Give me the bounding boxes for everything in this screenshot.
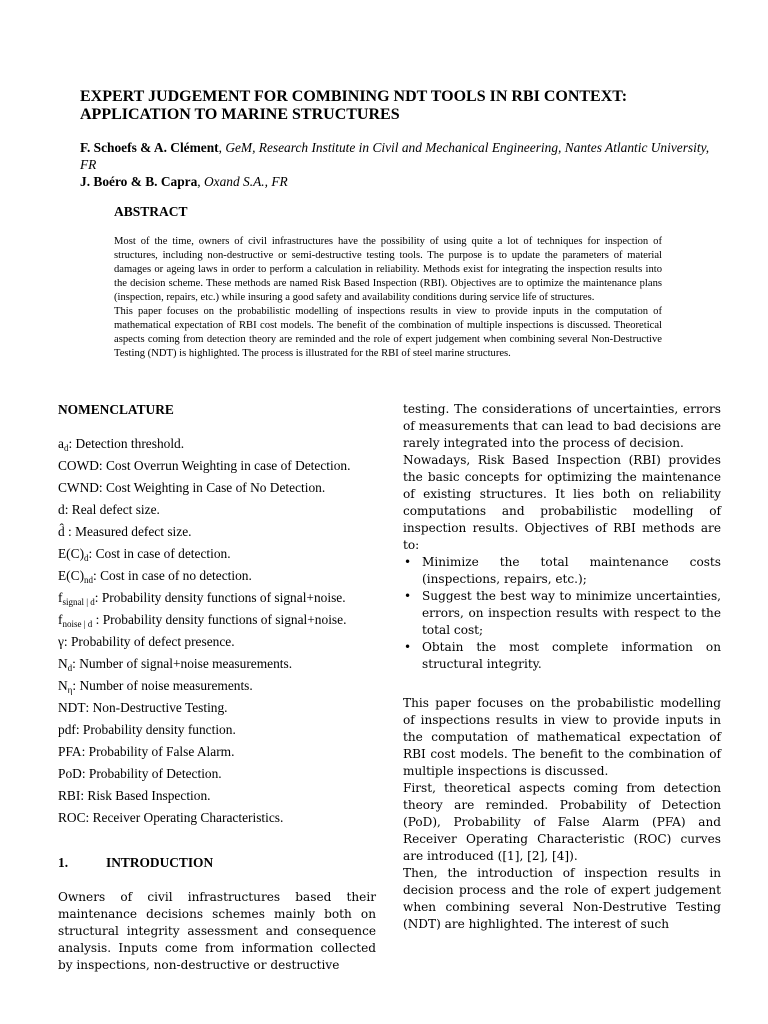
abstract-heading: ABSTRACT [114,204,188,219]
nomenclature-description: : Probability density functions of signal+noise. [94,590,346,605]
author-line-1: F. Schoefs & A. Clément, GeM, Research Institute in Civil and Mechanical Engineering, Nantes Atlantic University, FR [80,140,710,172]
objectives-list [403,554,721,673]
nomenclature-description: : Receiver Operating Characteristics. [85,810,284,825]
nomenclature-description: : Probability of False Alarm. [81,744,235,759]
section-title: INTRODUCTION [106,855,214,870]
nomenclature-description: : Measured defect size. [64,524,192,539]
nomenclature-description: : Detection threshold. [68,436,185,451]
list-item [403,554,721,588]
nomenclature-subscript: noise | d [62,619,93,629]
left-column [58,401,376,974]
nomenclature-symbol: γ [58,634,64,649]
nomenclature-description: : Non-Destructive Testing. [85,700,228,715]
nomenclature-item [58,633,376,655]
author-affiliation-1: GeM, Research Institute in Civil and Mechanical Engineering, Nantes Atlantic University, FR [80,140,710,172]
author-names-2: J. Boéro & B. Capra [80,174,198,189]
body-paragraph: First, theoretical aspects coming from detection theory are reminded. Probability of Detection (PoD), Probability of False Alarm (PFA) and Receiver Operating Characteristic (ROC) curves are introduced ([1], [2], [4]). [403,781,721,863]
nomenclature-symbol: N [58,678,68,693]
nomenclature-item [58,655,376,677]
nomenclature-description: : Number of signal+noise measurements. [72,656,293,671]
nomenclature-item [58,721,376,743]
nomenclature-item [58,787,376,809]
body-paragraph: Then, the introduction of inspection results in decision process and the role of expert judgement when combining several Non-Destrutive Testing (NDT) are highlighted. The interest of such [403,866,721,931]
nomenclature-subscript: η [67,685,73,695]
nomenclature-symbol: d̂ [58,524,65,539]
nomenclature-description: : Real defect size. [64,502,160,517]
nomenclature-item [58,479,376,501]
nomenclature-item [58,523,376,545]
nomenclature-description: : Number of noise measurements. [72,678,253,693]
nomenclature-item [58,677,376,699]
nomenclature-symbol: E(C) [58,568,85,583]
nomenclature-item [58,809,376,831]
list-item-text: Obtain the most complete information on structural integrity. [422,640,721,671]
nomenclature-description: : Cost in case of no detection. [93,568,252,583]
nomenclature-subscript: d [84,553,89,563]
nomenclature-symbol: CWND [58,480,99,495]
nomenclature-symbol: PoD [58,766,82,781]
nomenclature-subscript: d [63,443,69,453]
author-line-2: J. Boéro & B. Capra, Oxand S.A., FR [80,174,288,189]
nomenclature-item [58,589,376,611]
nomenclature-item [58,545,376,567]
right-column [403,401,721,933]
nomenclature-subscript: signal | d [62,597,95,607]
nomenclature-description: : Probability of Detection. [81,766,222,781]
nomenclature-symbol: f [58,612,63,627]
nomenclature-symbol: d [58,502,65,517]
abstract-body [114,235,662,361]
introduction-text: Owners of civil infrastructures based their maintenance decisions schemes mainly both on structural integrity assessment and consequence analysis. Inputs come from information collected by inspections, non-destructive or destructive [58,890,376,972]
nomenclature-item [58,743,376,765]
nomenclature-item [58,435,376,457]
author-affiliation-2: Oxand S.A., FR [204,174,288,189]
nomenclature-item [58,611,376,633]
nomenclature-subscript: nd [84,575,94,585]
author-names-1: F. Schoefs & A. Clément [80,140,219,155]
authors-block [80,139,712,190]
nomenclature-item [58,765,376,787]
bullet-icon: • [404,555,412,569]
nomenclature-symbol: RBI [58,788,81,803]
nomenclature-symbol: COWD [58,458,99,473]
nomenclature-subscript: d [67,663,73,673]
nomenclature-item [58,501,376,523]
introduction-heading [58,854,376,871]
nomenclature-description: : Cost Overrun Weighting in case of Detection. [98,458,351,473]
nomenclature-description: : Cost Weighting in Case of No Detection. [98,480,326,495]
nomenclature-list [58,435,376,831]
list-item-text: Suggest the best way to minimize uncertainties, errors, on inspection results with respect to the total cost; [422,589,721,637]
nomenclature-symbol: E(C) [58,546,85,561]
nomenclature-symbol: pdf [58,722,76,737]
nomenclature-item [58,457,376,479]
nomenclature-heading: NOMENCLATURE [58,402,174,417]
nomenclature-description: : Probability of defect presence. [63,634,235,649]
nomenclature-symbol: N [58,656,68,671]
body-paragraph: This paper focuses on the probabilistic modelling of inspections results in view to provide inputs in the computation of mathematical expectation of RBI cost models. The benefit to the combination of multiple inspections is discussed. [403,696,721,778]
list-item [403,639,721,673]
bullet-icon: • [404,589,412,603]
nomenclature-symbol: NDT [58,700,86,715]
abstract-paragraph: This paper focuses on the probabilistic modelling of inspections results in view to provide inputs in the computation of mathematical expectation of RBI cost models. The benefit of the combination of multiple inspections is discussed. Theoretical aspects coming from detection theory are reminded and the role of expert judgement when combining several Non-Destructive Testing (NDT) is highlighted. The process is illustrated for the RBI of steel marine structures. [114,306,662,359]
nomenclature-symbol: ROC [58,810,86,825]
bullet-icon: • [404,640,412,654]
body-paragraph: testing. The considerations of uncertainties, errors of measurements that can lead to bad decisions are rarely integrated into the process of decision. [403,402,721,450]
nomenclature-item [58,567,376,589]
nomenclature-symbol: a [58,436,64,451]
body-paragraph: Nowadays, Risk Based Inspection (RBI) provides the basic concepts for optimizing the maintenance of existing structures. It lies both on reliability computations and probabilistic modelling of inspection results. Objectives of RBI methods are to: [403,453,721,552]
nomenclature-symbol: f [58,590,63,605]
nomenclature-symbol: PFA [58,744,82,759]
abstract-paragraph: Most of the time, owners of civil infrastructures have the possibility of using quite a lot of techniques for inspection of structures, including non-destructive or semi-destructive testing tools. The purpose is to update the parameters of material damages or ageing laws in order to perform a calculation in reliability. Methods exist for integrating the inspection results into the decision scheme. These methods are named Risk Based Inspection (RBI). Objectives are to optimize the maintenance plans (inspection, repairs, etc.) while insuring a good safety and availability conditions during service life of structures. [114,236,662,303]
nomenclature-description: : Probability density function. [75,722,236,737]
paper-title: EXPERT JUDGEMENT FOR COMBINING NDT TOOLS IN RBI CONTEXT: APPLICATION TO MARINE STRUCTURES [80,88,628,123]
list-item-text: Minimize the total maintenance costs (inspections, repairs, etc.); [422,555,721,586]
list-item [403,588,721,639]
nomenclature-description: : Cost in case of detection. [88,546,231,561]
nomenclature-description: : Risk Based Inspection. [80,788,211,803]
nomenclature-item [58,699,376,721]
nomenclature-description: : Probability density functions of signal+noise. [92,612,347,627]
section-number: 1. [58,855,69,870]
